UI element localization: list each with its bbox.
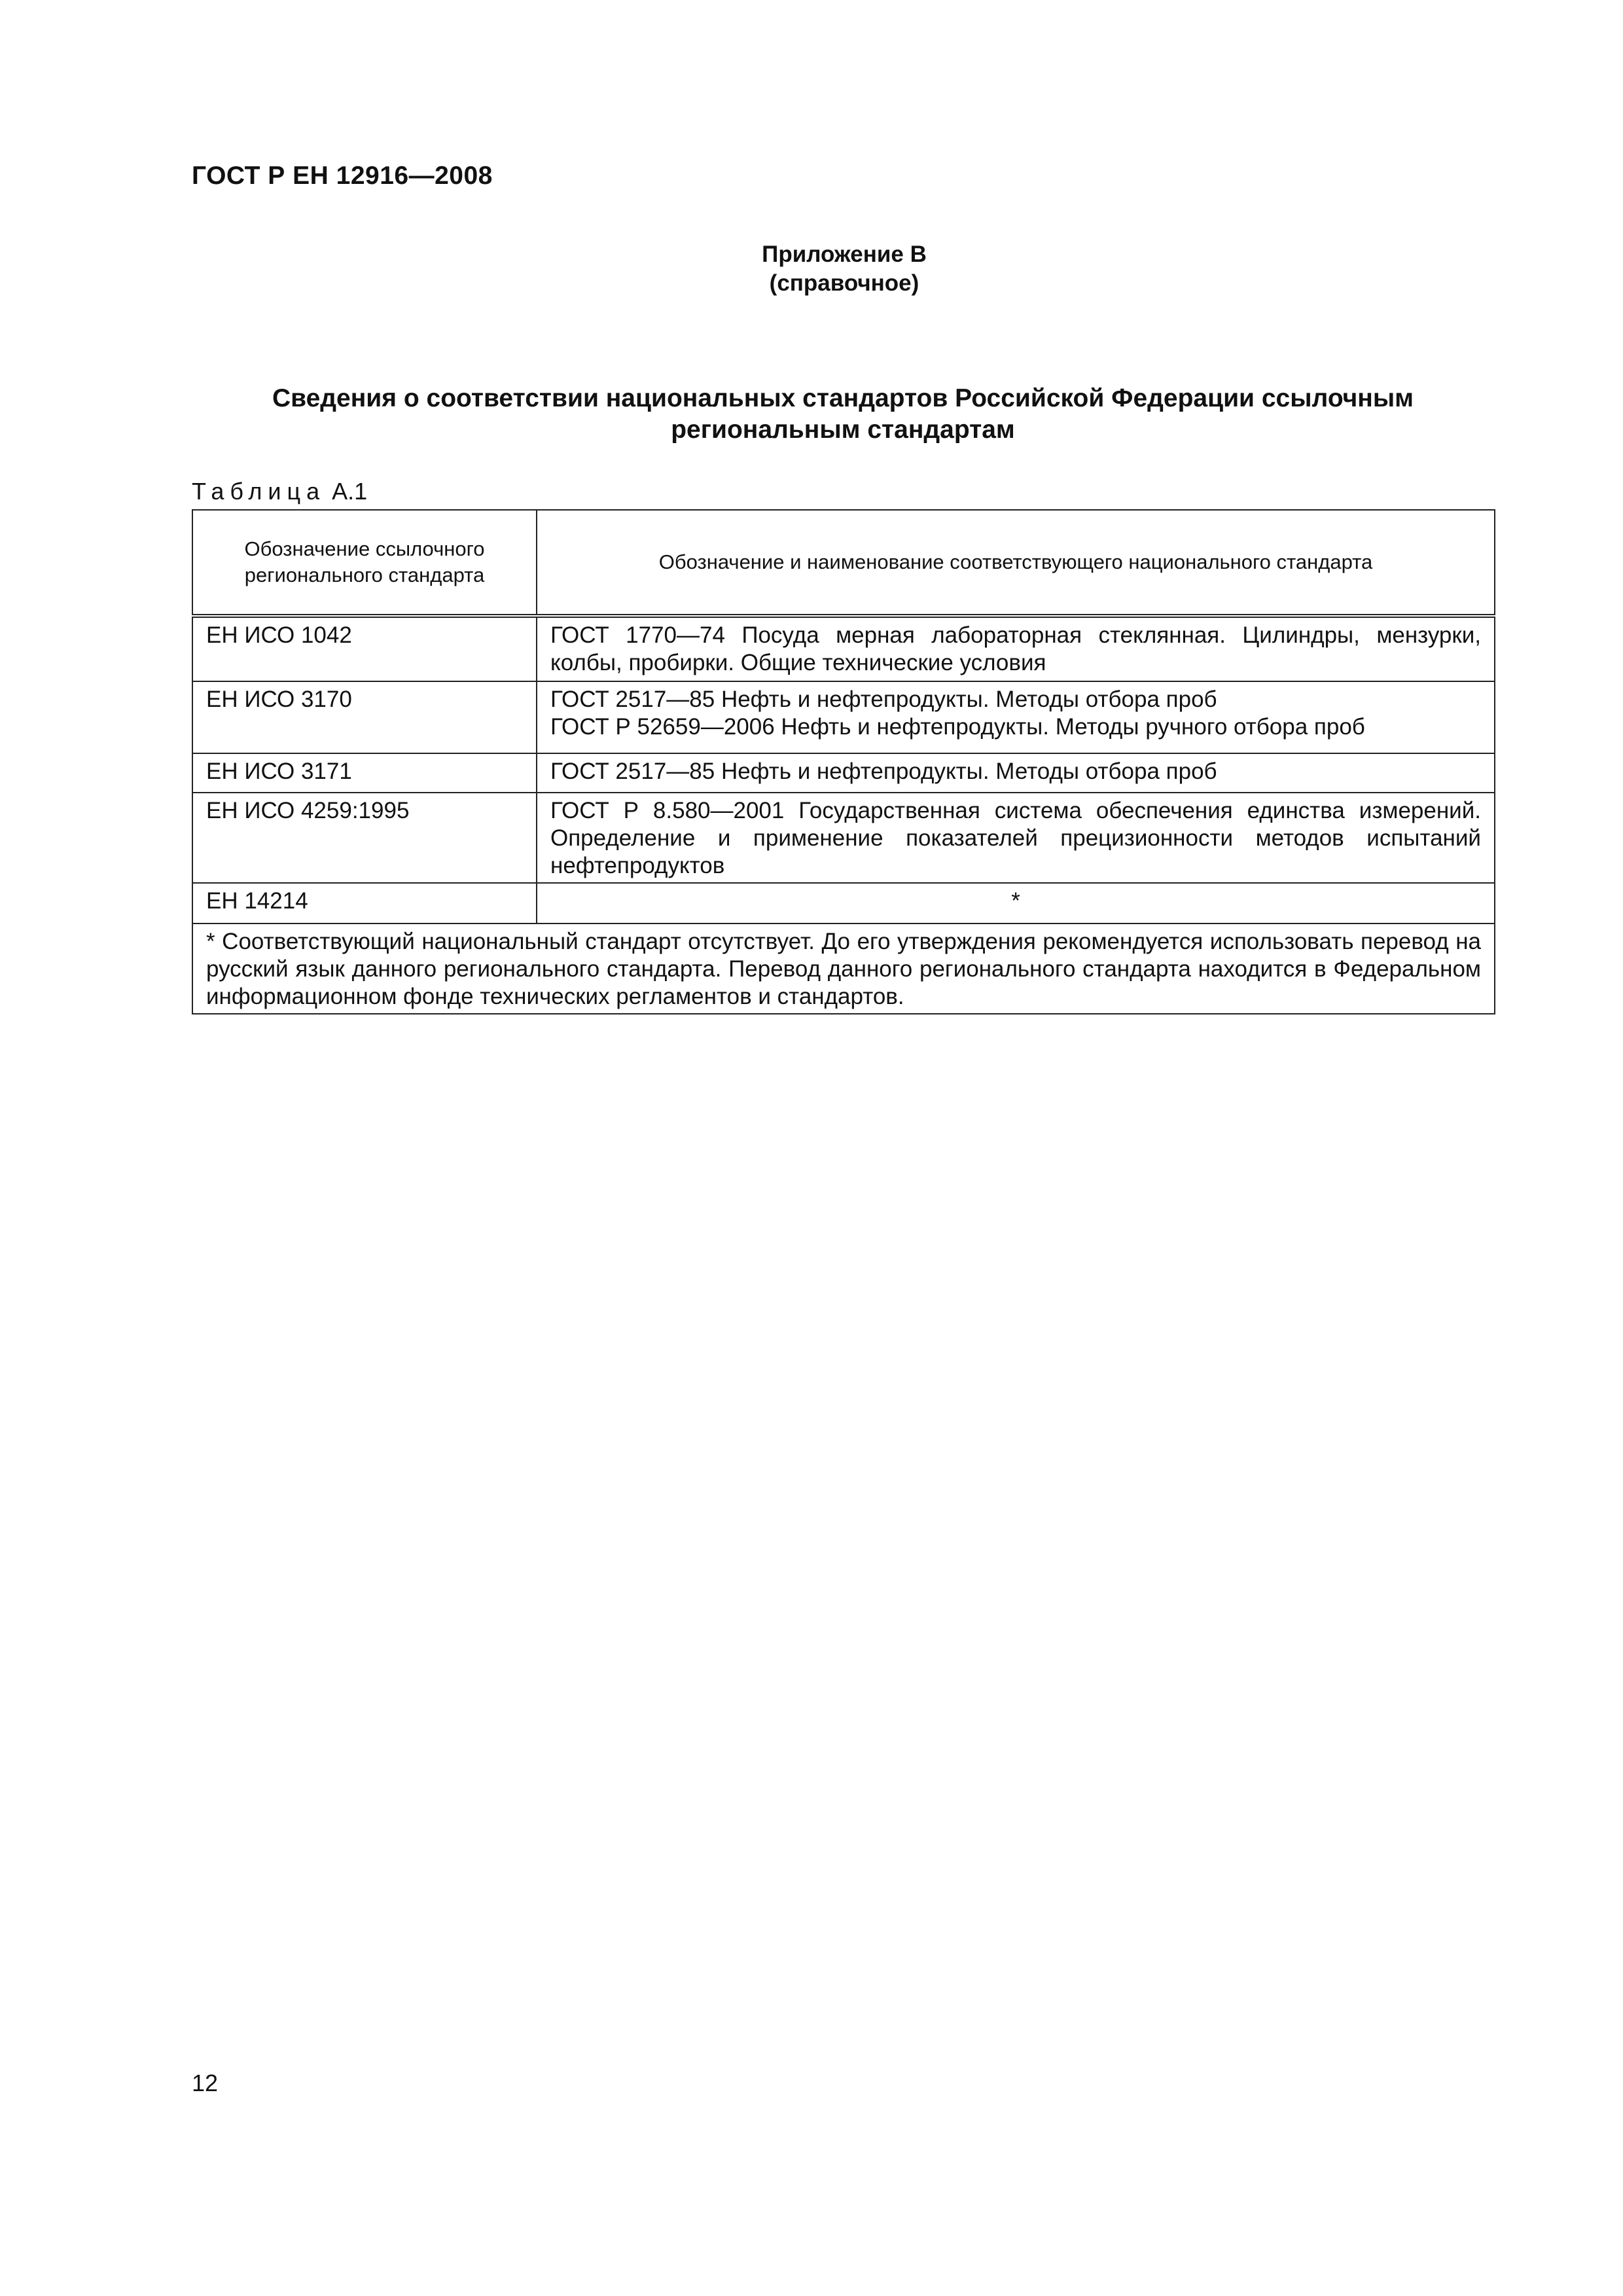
national-standard-entry: ГОСТ 2517—85 Нефть и нефтепродукты. Методы отбора проб <box>550 759 1217 784</box>
reference-standard-cell: ЕН ИСО 4259:1995 <box>192 793 537 883</box>
table-header-row <box>192 510 1495 616</box>
national-standard-entry: ГОСТ 1770—74 Посуда мерная лабораторная стеклянная. Цилиндры, мензурки, колбы, пробирки. Общие технические условия <box>550 622 1481 675</box>
section-title-line-1: Сведения о соответствии национальных стандартов Российской Федерации ссылочным <box>272 384 1414 412</box>
table-row <box>192 753 1495 793</box>
national-standard-entry: * <box>1011 888 1020 914</box>
reference-standard-cell: ЕН ИСО 3171 <box>192 753 537 793</box>
national-standard-cell <box>537 793 1495 883</box>
table-footnote: * Соответствующий национальный стандарт отсутствует. До его утверждения рекомендуется использовать перевод на русский язык данного регионального стандарта. Перевод данного регионального стандарта находится в Федеральном информационном фонде технических регламентов и стандартов. <box>192 924 1495 1014</box>
appendix-heading <box>654 240 1034 298</box>
table-row <box>192 883 1495 924</box>
appendix-type: (справочное) <box>769 270 919 296</box>
national-standard-cell <box>537 681 1495 753</box>
national-standard-cell <box>537 883 1495 924</box>
national-standard-cell <box>537 753 1495 793</box>
column-header-reference: Обозначение ссылочного регионального стандарта <box>192 510 537 616</box>
national-standard-entry: ГОСТ 2517—85 Нефть и нефтепродукты. Методы отбора проб <box>550 687 1217 712</box>
table-row <box>192 681 1495 753</box>
reference-standard-cell: ЕН ИСО 1042 <box>192 616 537 681</box>
column-header-national: Обозначение и наименование соответствующего национального стандарта <box>537 510 1495 616</box>
table-caption-number: А.1 <box>332 478 368 505</box>
appendix-title: Приложение В <box>762 242 927 267</box>
section-title-line-2: региональным стандартам <box>671 416 1015 444</box>
table-caption <box>192 478 367 505</box>
national-standard-entry: ГОСТ Р 8.580—2001 Государственная система обеспечения единства измерений. Определение и применение показателей прецизионности методов испытаний нефтепродуктов <box>550 798 1481 878</box>
table-row <box>192 793 1495 883</box>
page-number: 12 <box>192 2070 219 2096</box>
table-footnote-row <box>192 924 1495 1014</box>
section-title <box>192 383 1494 446</box>
reference-standard-cell: ЕН ИСО 3170 <box>192 681 537 753</box>
reference-standards-table <box>192 509 1495 1014</box>
document-code: ГОСТ Р ЕН 12916—2008 <box>192 162 493 190</box>
table-row <box>192 616 1495 681</box>
reference-standard-cell: ЕН 14214 <box>192 883 537 924</box>
national-standard-cell <box>537 616 1495 681</box>
table-caption-word: Таблица <box>192 478 326 505</box>
national-standard-entry: ГОСТ Р 52659—2006 Нефть и нефтепродукты. Методы ручного отбора проб <box>550 714 1365 740</box>
